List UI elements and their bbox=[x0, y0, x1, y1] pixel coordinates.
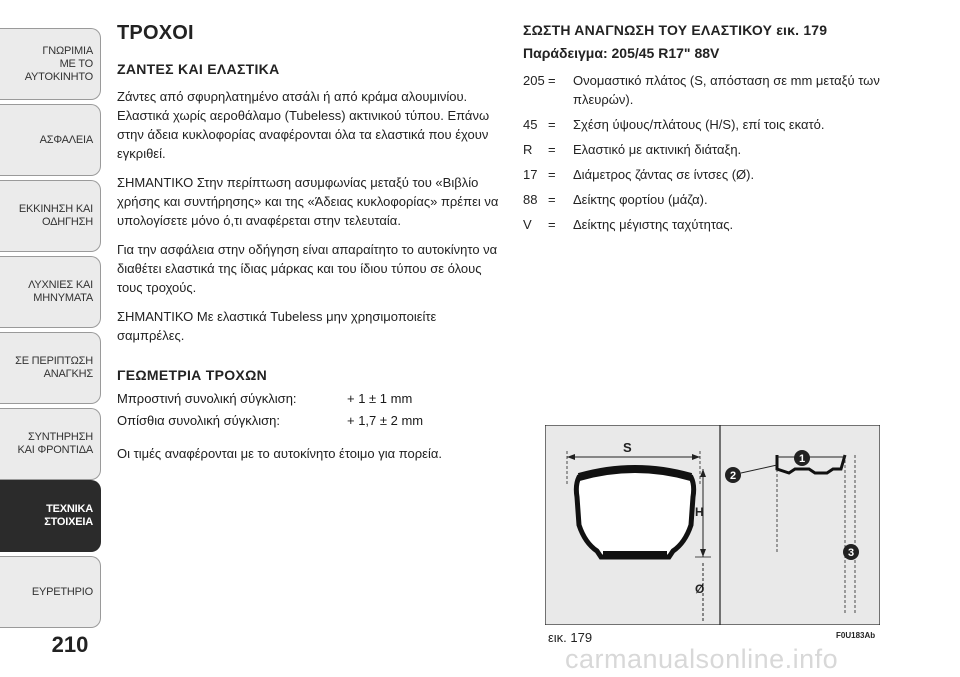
legend-eq: = bbox=[548, 217, 556, 232]
watermark: carmanualsonline.info bbox=[565, 644, 839, 674]
legend-code: 88 bbox=[523, 192, 538, 207]
rims-tyres-heading: ΖΑΝΤΕΣ ΚΑΙ ΕΛΑΣΤΙΚΑ bbox=[117, 61, 280, 77]
rim-seat bbox=[603, 551, 667, 558]
geometry-label: Οπίσθια συνολική σύγκλιση: bbox=[117, 413, 280, 428]
figure-caption: εικ. 179 bbox=[548, 630, 593, 645]
figure-code: F0U183Ab bbox=[836, 631, 876, 640]
wheels-section bbox=[117, 22, 502, 473]
tab-label: ΣΕ ΠΕΡΙΠΤΩΣΗ ΑΝΑΓΚΗΣ bbox=[15, 355, 93, 380]
legend-code: 45 bbox=[523, 117, 538, 132]
legend-desc: Δείκτης μέγιστης ταχύτητας. bbox=[573, 217, 734, 232]
legend-desc: Δείκτης φορτίου (μάζα). bbox=[573, 192, 708, 207]
legend-code: V bbox=[523, 217, 532, 232]
tab-index[interactable] bbox=[0, 556, 101, 628]
legend-eq: = bbox=[548, 73, 556, 88]
tab-starting-driving[interactable] bbox=[0, 180, 101, 252]
tab-technical-data[interactable] bbox=[0, 480, 101, 552]
legend-eq: = bbox=[548, 117, 556, 132]
label-diameter: Ø bbox=[695, 582, 705, 596]
label-h: H bbox=[695, 505, 704, 519]
legend-desc: Σχέση ύψους/πλάτους (H/S), επί τοις εκατό. bbox=[573, 117, 825, 132]
legend-row-load bbox=[523, 190, 918, 209]
tab-label: ΣΥΝΤΗΡΗΣΗ ΚΑΙ ΦΡΟΝΤΙΔΑ bbox=[17, 431, 93, 456]
page-number: 210 bbox=[51, 632, 89, 657]
legend-eq: = bbox=[548, 167, 556, 182]
geometry-row-rear bbox=[117, 411, 502, 430]
tab-emergency[interactable] bbox=[0, 332, 101, 404]
legend-code: 17 bbox=[523, 167, 538, 182]
legend-eq: = bbox=[548, 192, 556, 207]
tab-warning-lights[interactable] bbox=[0, 256, 101, 328]
legend-row-speed bbox=[523, 215, 918, 234]
legend-eq: = bbox=[548, 142, 556, 157]
tab-label: ΕΥΡΕΤΗΡΙΟ bbox=[31, 585, 93, 598]
label-s: S bbox=[623, 440, 632, 455]
tyre-cross-section-figure bbox=[545, 425, 880, 625]
tab-label: ΛΥΧΝΙΕΣ ΚΑΙ ΜΗΝΥΜΑΤΑ bbox=[28, 279, 93, 304]
tyre-reading-heading: ΣΩΣΤΗ ΑΝΑΓΝΩΣΗ ΤΟΥ ΕΛΑΣΤΙΚΟΥ εικ. 179 bbox=[523, 22, 828, 38]
callout-1-label: 1 bbox=[798, 453, 806, 465]
tyre-example: Παράδειγμα: 205/45 R17" 88V bbox=[523, 45, 720, 61]
wheel-geometry-heading: ΓΕΩΜΕΤΡΙΑ ΤΡΟΧΩΝ bbox=[117, 367, 268, 383]
tab-getting-to-know[interactable] bbox=[0, 28, 101, 100]
paragraph-rims: Ζάντες από σφυρηλατημένο ατσάλι ή από κράμα αλουμινίου. Ελαστικά χωρίς αεροθάλαμο (Tubeless) ακτινικού τύπου. Επάνω στην άδεια κυκλοφορίας αναφέρονται όλα τα ελαστικά που έχουν εγκριθεί. bbox=[117, 89, 490, 161]
paragraph-safety: Για την ασφάλεια στην οδήγηση είναι απαραίτητο το αυτοκίνητο να διαθέτει ελαστικά της ίδιας μάρκας και του ίδιου τύπου σε όλους τους τροχούς. bbox=[117, 242, 498, 295]
geometry-value: + 1 ± 1 mm bbox=[347, 391, 413, 406]
geometry-value: + 1,7 ± 2 mm bbox=[347, 413, 424, 428]
callout-3-label: 3 bbox=[847, 547, 855, 559]
tyre-profile bbox=[576, 469, 693, 557]
legend-desc: Διάμετρος ζάντας σε ίντσες (Ø). bbox=[573, 167, 755, 182]
tab-maintenance[interactable] bbox=[0, 408, 101, 480]
legend-code: R bbox=[523, 142, 533, 157]
tab-label: ΓΝΩΡΙΜΙΑ ΜΕ ΤΟ ΑΥΤΟΚΙΝΗΤΟ bbox=[24, 44, 93, 83]
tab-label: ΑΣΦΑΛΕΙΑ bbox=[39, 133, 93, 146]
legend-row-ratio bbox=[523, 115, 918, 134]
geometry-label: Μπροστινή συνολική σύγκλιση: bbox=[117, 391, 297, 406]
tyre-reading-section bbox=[523, 22, 918, 240]
legend-row-radial bbox=[523, 140, 918, 159]
legend-row-width bbox=[523, 71, 918, 109]
paragraph-values-note: Οι τιμές αναφέρονται με το αυτοκίνητο έτοιμο για πορεία. bbox=[117, 446, 442, 461]
legend-row-diameter bbox=[523, 165, 918, 184]
section-title: ΤΡΟΧΟΙ bbox=[117, 22, 194, 44]
callout-2-label: 2 bbox=[729, 470, 737, 482]
tab-safety[interactable] bbox=[0, 104, 101, 176]
paragraph-important-tubeless: ΣΗΜΑΝΤΙΚΟ Με ελαστικά Tubeless μην χρησιμοποιείτε σαμπρέλες. bbox=[117, 309, 437, 343]
legend-desc: Ονομαστικό πλάτος (S, απόσταση σε mm μεταξύ των πλευρών). bbox=[573, 73, 880, 107]
tab-label: ΕΚΚΙΝΗΣΗ ΚΑΙ ΟΔΗΓΗΣΗ bbox=[18, 203, 93, 228]
legend-code: 205 bbox=[523, 73, 545, 88]
geometry-row-front bbox=[117, 389, 502, 408]
tab-label: ΤΕΧΝΙΚΑ ΣΤΟΙΧΕΙΑ bbox=[44, 503, 93, 528]
paragraph-important-registration: ΣΗΜΑΝΤΙΚΟ Στην περίπτωση ασυμφωνίας μεταξύ του «Βιβλίο χρήσης και συντήρησης» και της «Άδειας κυκλοφορίας» πρέπει να υπολογίσετε μόνο ό,τι αναφέρεται στην τελευταία. bbox=[117, 175, 499, 228]
legend-desc: Ελαστικό με ακτινική διάταξη. bbox=[573, 142, 742, 157]
